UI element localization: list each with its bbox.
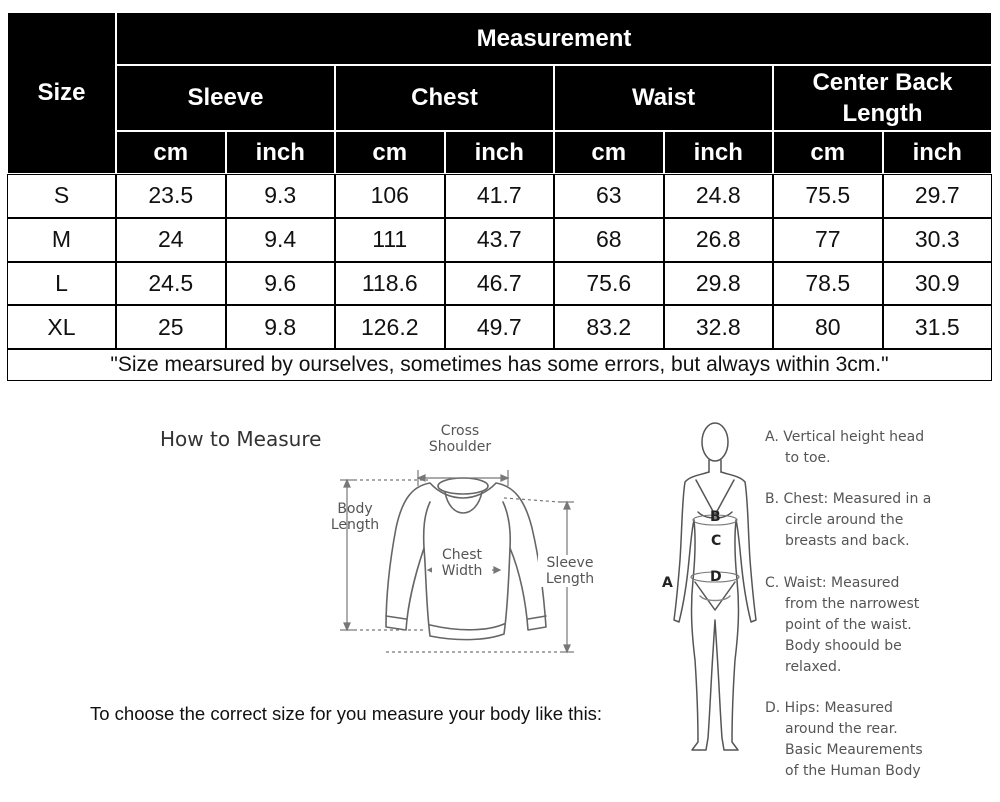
measurement-cell: 25: [116, 305, 226, 349]
legend-d-line: D. Hips: Measured: [765, 700, 893, 716]
legend-d-line: Basic Meaurements: [785, 742, 923, 758]
measurement-cell: 77: [773, 218, 883, 262]
measurement-cell: 63: [554, 174, 664, 218]
chest-width-line-2: Width: [441, 563, 483, 579]
cross-shoulder-line-2: Shoulder: [428, 439, 492, 455]
measurement-cell: 24.8: [664, 174, 774, 218]
cross-shoulder-line-1: Cross: [440, 423, 480, 439]
measurement-note: "Size mearsured by ourselves, sometimes has some errors, but always within 3cm.": [7, 349, 992, 381]
how-to-measure-title: How to Measure: [160, 427, 322, 451]
sleeve-length-label: [538, 555, 602, 587]
measurement-cell: 46.7: [445, 262, 555, 306]
legend-item-c: [765, 573, 985, 678]
measurement-cell: 49.7: [445, 305, 555, 349]
body-mark-b: B: [710, 509, 721, 525]
measurement-cell: 24.5: [116, 262, 226, 306]
measurement-cell: 78.5: [773, 262, 883, 306]
measurement-cell: 32.8: [664, 305, 774, 349]
unit-header: cm: [116, 131, 226, 174]
legend-d-line: of the Human Body: [785, 763, 921, 779]
legend-d-line: around the rear.: [785, 721, 898, 737]
legend-c-line: Body shoould be: [785, 638, 902, 654]
measurement-cell: 75.6: [554, 262, 664, 306]
legend-a-line: A. Vertical height head: [765, 429, 925, 445]
measurement-cell: 9.4: [226, 218, 336, 262]
measurement-cell: 106: [335, 174, 445, 218]
legend-c-line: C. Waist: Measured: [765, 575, 900, 591]
size-chart-table: [7, 12, 992, 382]
measurement-header: Measurement: [116, 12, 992, 65]
chest-width-label: [432, 547, 492, 579]
legend-item-a: [765, 427, 985, 469]
measurement-cell: 24: [116, 218, 226, 262]
how-to-measure-section: [0, 395, 1000, 802]
measurement-cell: 83.2: [554, 305, 664, 349]
unit-header: cm: [554, 131, 664, 174]
body-mark-c: C: [711, 533, 722, 549]
unit-header: inch: [226, 131, 336, 174]
measurement-cell: 30.3: [883, 218, 993, 262]
measurement-cell: 9.6: [226, 262, 336, 306]
measurement-cell: 26.8: [664, 218, 774, 262]
unit-header: cm: [773, 131, 883, 174]
measure-instruction-text: To choose the correct size for you measure your body like this:: [90, 703, 603, 724]
body-figure: [670, 420, 760, 765]
group-header: Center Back Length: [773, 65, 992, 131]
measurement-cell: 29.7: [883, 174, 993, 218]
unit-header: cm: [335, 131, 445, 174]
sleeve-length-line-1: Sleeve: [546, 555, 594, 571]
legend-b-line: circle around the: [785, 512, 904, 528]
measurement-cell: 23.5: [116, 174, 226, 218]
legend-b-line: B. Chest: Measured in a: [765, 491, 932, 507]
measurement-cell: 9.8: [226, 305, 336, 349]
measurement-cell: 111: [335, 218, 445, 262]
sleeve-length-line-2: Length: [545, 571, 595, 587]
body-length-line-2: Length: [330, 517, 380, 533]
measurement-cell: 30.9: [883, 262, 993, 306]
measurement-cell: 43.7: [445, 218, 555, 262]
group-header: Sleeve: [116, 65, 335, 131]
chest-width-line-1: Chest: [441, 547, 483, 563]
measurement-cell: 118.6: [335, 262, 445, 306]
body-mark-a: A: [662, 575, 673, 591]
legend-c-line: from the narrowest: [785, 596, 920, 612]
legend-item-d: [765, 698, 985, 782]
size-cell: L: [7, 262, 116, 306]
unit-header: inch: [664, 131, 774, 174]
unit-header: inch: [883, 131, 993, 174]
group-header: Waist: [554, 65, 773, 131]
measurement-cell: 80: [773, 305, 883, 349]
legend-a-line: to toe.: [785, 450, 831, 466]
measurement-cell: 9.3: [226, 174, 336, 218]
shirt-diagram: [320, 420, 600, 665]
cross-shoulder-label: [420, 423, 500, 455]
measurement-cell: 68: [554, 218, 664, 262]
measurement-cell: 31.5: [883, 305, 993, 349]
size-cell: M: [7, 218, 116, 262]
body-mark-d: D: [710, 569, 722, 585]
legend-b-line: breasts and back.: [785, 533, 910, 549]
body-length-line-1: Body: [337, 501, 373, 517]
measurement-cell: 41.7: [445, 174, 555, 218]
measurement-cell: 75.5: [773, 174, 883, 218]
unit-header: inch: [445, 131, 555, 174]
size-column-header: Size: [7, 12, 116, 174]
group-header: Chest: [335, 65, 554, 131]
size-cell: XL: [7, 305, 116, 349]
legend-c-line: point of the waist.: [785, 617, 912, 633]
body-length-label: [325, 501, 385, 533]
legend-c-line: relaxed.: [785, 659, 842, 675]
head-shape: [702, 423, 728, 461]
legend-item-b: [765, 489, 985, 552]
measurement-cell: 29.8: [664, 262, 774, 306]
size-cell: S: [7, 174, 116, 218]
measurement-cell: 126.2: [335, 305, 445, 349]
